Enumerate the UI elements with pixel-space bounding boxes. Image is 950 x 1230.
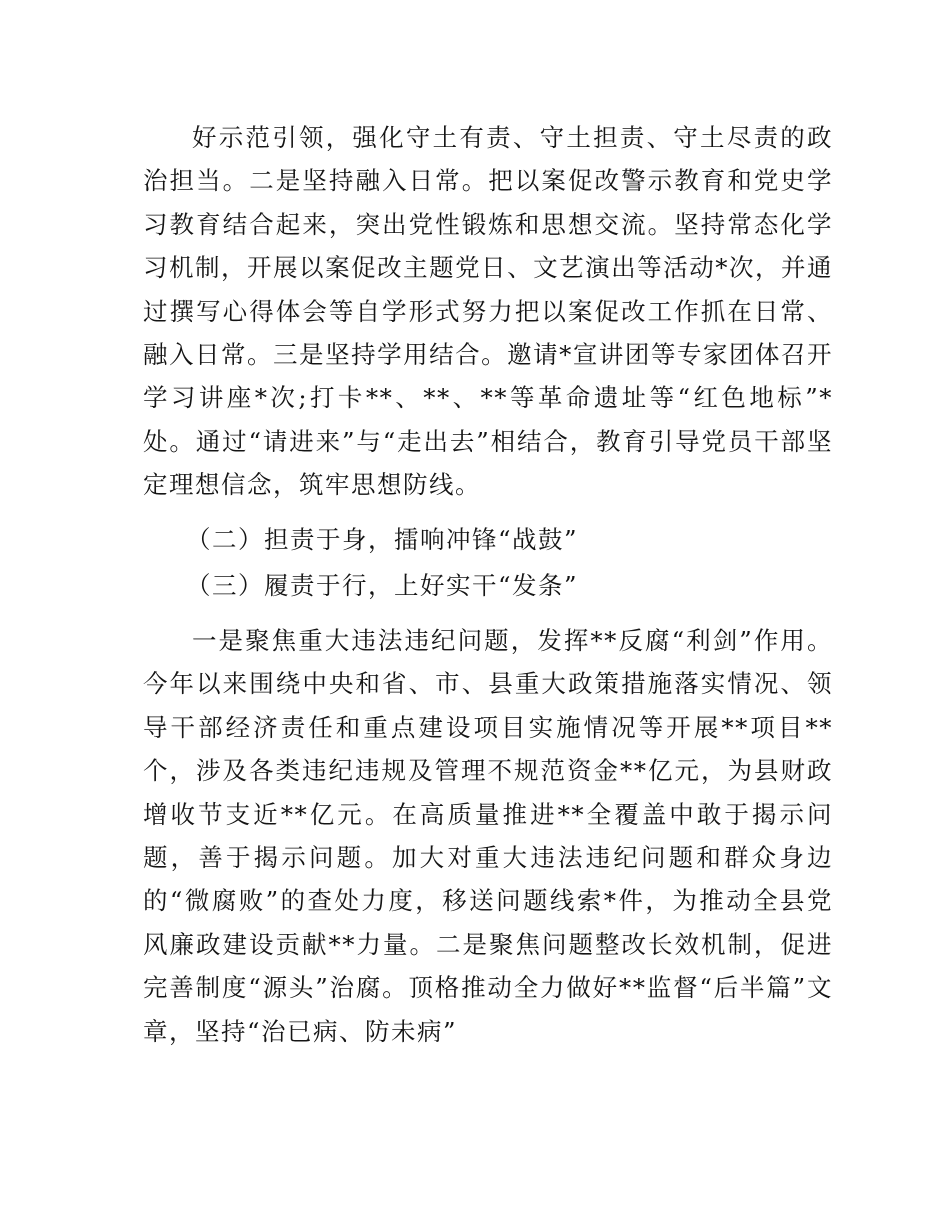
body-paragraph: 好示范引领，强化守土有责、守土担责、守土尽责的政治担当。二是坚持融入日常。把以案促改警示教育和党史学习教育结合起来，突出党性锻炼和思想交流。坚持常态化学习机制，开展以案促改主题党日、文艺演出等活动*次，并通过撰写心得体会等自学形式努力把以案促改工作抓在日常、融入日常。三是坚持学用结合。邀请*宣讲团等专家团体召开学习讲座*次;打卡**、**、**等革命遗址等“红色地标”*处。通过“请进来”与“走出去”相结合，教育引导党员干部坚定理想信念，筑牢思想防线。 (143, 123, 833, 500)
section-heading: （二）担责于身，擂响冲锋“战鼓” (186, 525, 579, 554)
body-paragraph: 一是聚焦重大违法违纪问题，发挥**反腐“利剑”作用。今年以来围绕中央和省、市、县重大政策措施落实情况、领导干部经济责任和重点建设项目实施情况等开展**项目**个，涉及各类违纪违规及管理不规范资金**亿元，为县财政增收节支近**亿元。在高质量推进**全覆盖中敢于揭示问题，善于揭示问题。加大对重大违法违纪问题和群众身边的“微腐败”的查处力度，移送问题线索*件，为推动全县党风廉政建设贡献**力量。二是聚焦问题整改长效机制，促进完善制度“源头”治腐。顶格推动全力做好**监督“后半篇”文章，坚持“治已病、防未病” (143, 626, 833, 1046)
section-heading: （三）履责于行，上好实干“发条” (186, 571, 579, 600)
